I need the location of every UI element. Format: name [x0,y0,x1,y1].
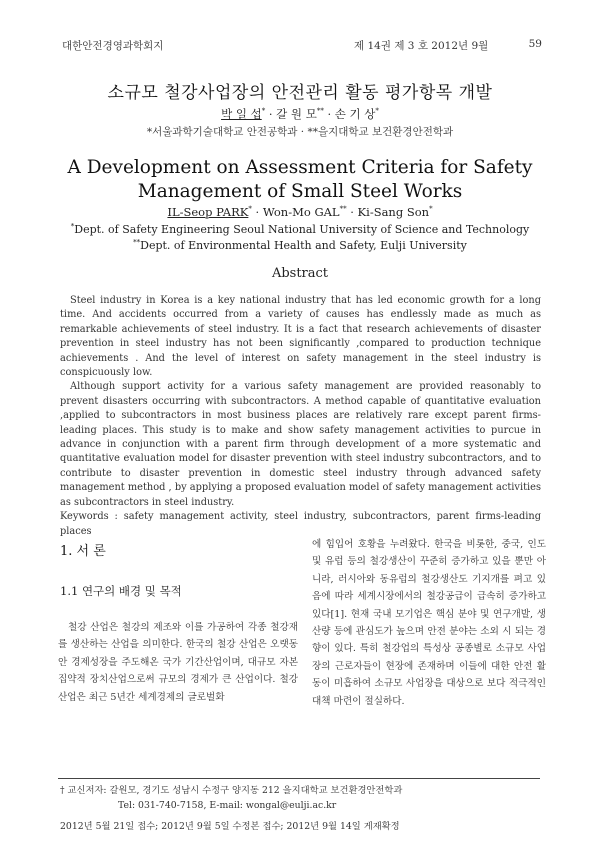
author-name: 박 일 섭 [221,107,262,121]
footnote-text: 교신저자: 갈원모, 경기도 성남시 수정구 양지동 212 을지대학교 보건환경안전학과 [67,785,403,796]
author-name: IL-Seop PARK [167,205,249,219]
left-column [58,536,298,706]
author-separator: · [255,205,260,219]
author-mark: ** [316,107,324,116]
author-name: 갈 원 모 [276,107,317,121]
english-affiliation [0,223,600,236]
dagger-mark: † [60,786,65,796]
affiliation-mark: ** [133,238,141,247]
issue-info: 제 14권 제 3 호 2012년 9월 [354,40,489,52]
abstract-paragraph: Steel industry in Korea is a key national industry that has led economic growth for a long time. And accidents occurred from a variety of causes has endlessly made as much as remarkable achievements of steel industry. It is a fact that research achievements of disaster prevention in steel industry has not been significantly ,compared to production technique achievements . And the level of interest on safety management in the steel industry is conspicuously low. [60,295,541,379]
english-affiliation [0,239,600,252]
footnote-divider [58,778,540,779]
contact-info: Tel: 031-740-7158, E-mail: wongal@eulji.ac.kr [118,800,337,811]
author-name: 손 기 상 [334,107,376,121]
author-separator: · [268,107,273,121]
affiliation-mark: * [70,222,75,231]
korean-affiliation: *서울과학기술대학교 안전공학과 · **을지대학교 보건환경안전학과 [146,126,454,138]
right-column [312,536,546,710]
corresponding-author-note [60,782,550,796]
author-mark: ** [339,205,347,214]
author-mark: * [375,107,379,116]
author-mark: * [248,205,252,214]
submission-dates: 2012년 5월 21일 접수; 2012년 9월 5일 수정본 접수; 2012년 9월 14일 게재확정 [60,821,400,832]
abstract-paragraph: Although support activity for a various safety management are provided reasonably to prevent disasters occurring with subcontractors. A method capable of quantitative evaluation ,applied to subcontractors in most business places are relatively rare except parent firms-leading places. This study is to make and show safety management activities to purcue in advance in conjunction with a parent firm through development of a more systematic and quantitative evaluation model for disaster prevention with steel industry subcontractors, and to contribute to disaster prevention in domestic steel industry through advanced safety management method , by applying a proposed evaluation model of safety management activities as subcontractors in steel industry. [60,381,541,508]
korean-authors [0,106,600,122]
author-separator: · [350,205,354,219]
english-title: A Development on Assessment Criteria for Safety Management of Small Steel Works [67,157,533,202]
abstract-heading: Abstract [271,266,329,281]
section-heading: 1. 서 론 [60,544,106,559]
author-separator: · [327,107,332,121]
page-number: 59 [528,38,542,50]
abstract-body [60,294,541,539]
author-mark: * [261,107,266,116]
author-name: Won-Mo GAL [262,205,340,219]
journal-name: 대한안전경영과학회지 [62,40,164,52]
body-paragraph: 철강 산업은 철강의 제조와 이를 가공하여 각종 철강재를 생산하는 산업을 의미한다. 한국의 철강 산업은 오랫동안 경제성장을 주도해온 국가 기간산업이며, 대규모 자본집약적 장치산업으로써 규모의 경제가 큰 산업이다. 철강 산업은 최근 5년간 세계경제의 글로벌화 [58,622,298,703]
author-name: Ki-Sang Son [357,205,430,219]
english-authors [0,205,600,219]
affiliation-text: Dept. of Safety Engineering Seoul National University of Science and Technology [74,223,530,236]
author-mark: * [429,205,433,214]
korean-title: 소규모 철강사업장의 안전관리 활동 평가항목 개발 [107,83,493,103]
body-paragraph: 에 힘입어 호황을 누려왔다. 한국을 비롯한, 중국, 인도 및 유럽 등의 철강생산이 꾸준히 증가하고 있을 뿐만 아니라, 러시아와 동유럽의 철강생산도 기지개를 펴고 있음에 따라 세계시장에서의 철강공급이 급속히 증가하고 있다[1]. 현재 국내 모기업은 핵심 분야 및 연구개발, 생산량 등에 관심도가 높으며 안전 분야는 소외 시 되는 경향이 있다. 특히 철강업의 특성상 공종별로 소규모 사업장의 근로자들이 현장에 존재하며 이들에 대한 안전 활동이 미흡하여 소규모 사업장을 대상으로 보다 적극적인 대책 마련이 절실하다. [312,539,546,707]
affiliation-text: Dept. of Environmental Health and Safety, Eulji University [140,239,467,252]
keywords: Keywords : safety management activity, steel industry, subcontractors, parent firms-leading places [60,511,541,537]
subsection-heading: 1.1 연구의 배경 및 목적 [60,584,182,598]
